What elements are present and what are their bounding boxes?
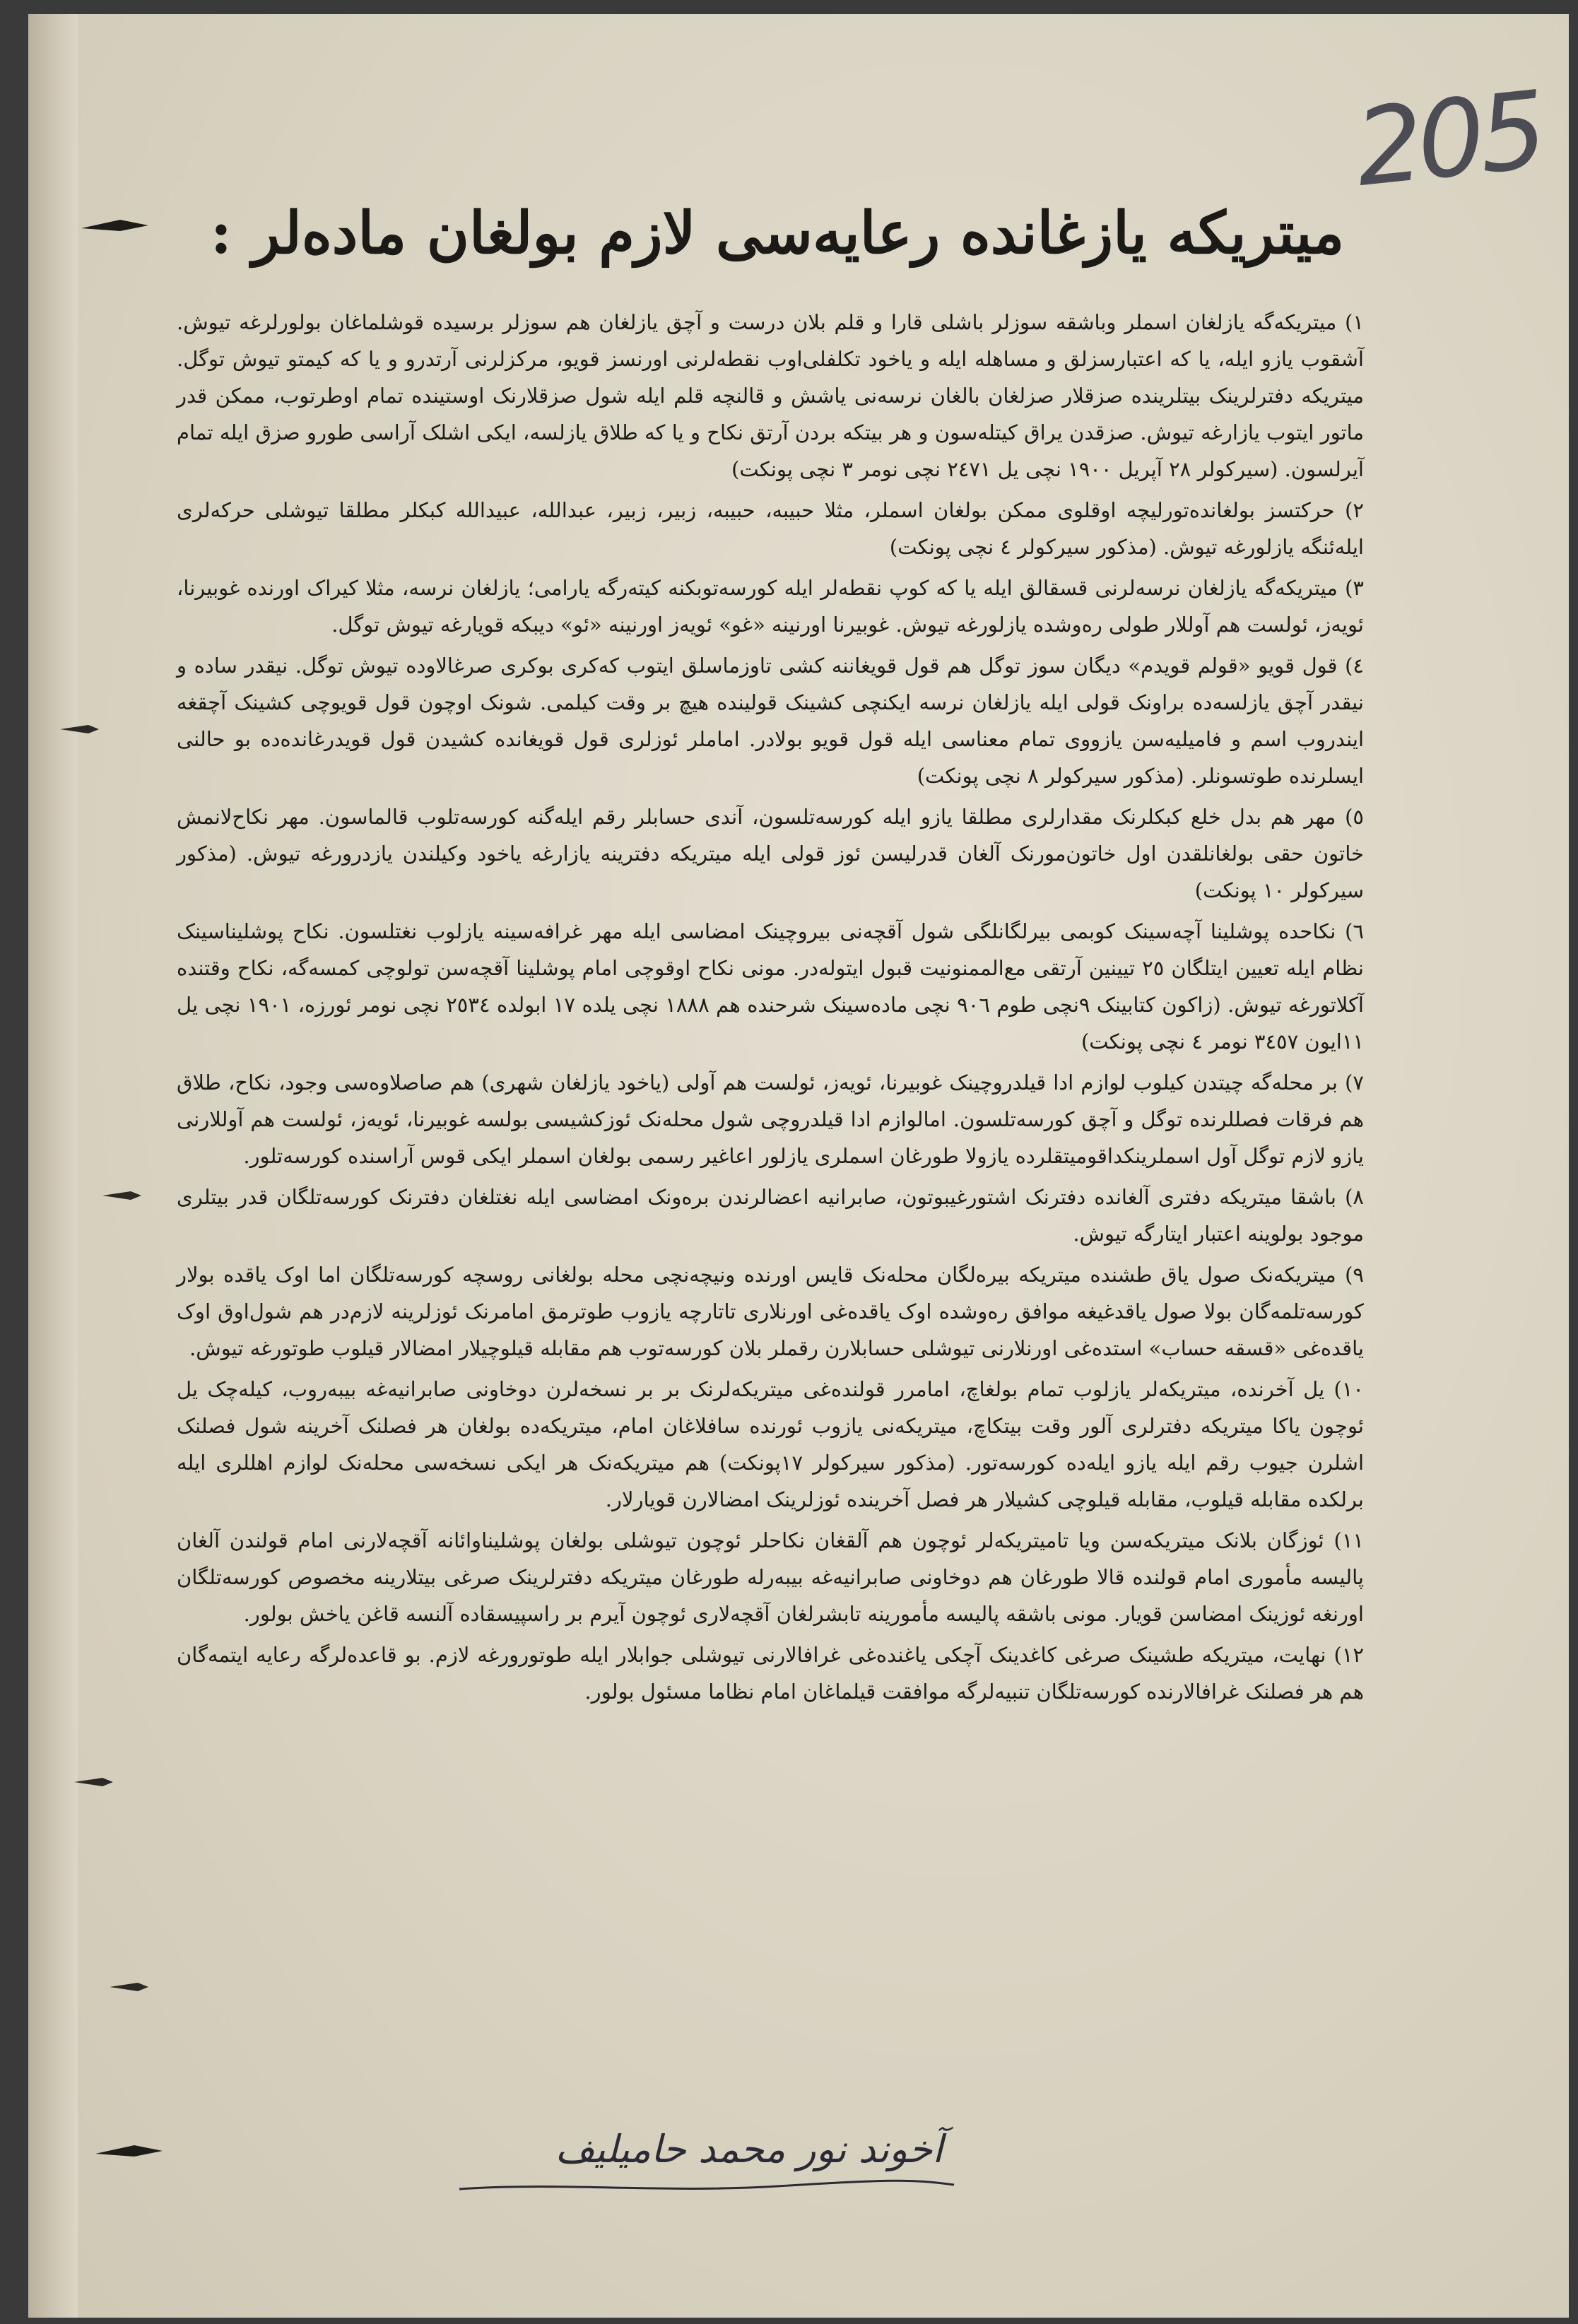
signature-underline [452, 2169, 961, 2198]
margin-tick-marker [106, 1978, 155, 1995]
margin-tick-marker [71, 1774, 120, 1791]
page-binding-shadow [28, 14, 78, 2318]
folio-number: 205 [1350, 69, 1548, 211]
paragraph-7: ٧) بر محله‌گه چیتدن کیلوب لوازم ادا قیلدروچینک غوبیرنا، ئویه‌ز، ئولست هم آولی (یاخود یازلغان شهری) هم صاصلاوه‌سی وجود، نکاح، طلاق هم فرقات فصللرنده توگل و آچق کورسه‌تلسون. امالوازم ادا قیلدروچی شول محله‌نک ئوزکشیسی بولسه غوبیرنا، ئویه‌ز، ئولست هم آوللارنی یازو لازم توگل آول اسملرینکداقوميتقلرده یازولا طورغان اسملری یازلور اعاغیر رسمی بولغان اسملر ایکی قوس آراسنده کورسه‌تلور. [177, 1070, 1364, 1168]
margin-arrow-marker [92, 2141, 170, 2166]
margin-tick-marker [57, 721, 106, 738]
paragraph-6: ٦) نکاحده پوشلینا آچه‌سینک کوبمی بیرلگانلگی شول آقچه‌نی بیروچینک امضاسی ایله مهر غرافه‌سینه یازلوب نغتلسون. نکاح پوشلیناسینک نظام ایله تعیین ایتلگان ٢٥ تیینین آرتقی مع‌الممنونیت قبول ایتوله‌در. مونی نکاح اوقوچی امام پوشلینا آقچه‌سن تولوچی کمسه‌گه، نکاح وقتنده آکلاتورغه تیوش. (زاکون کتابینک ٩نچی طوم ٩٠٦ نچی ماده‌سینک شرحنده هم ١٨٨٨ نچی یلده ١٧ ابولده ٢٥٣٤ نچی نومر ئورزه، ١٩٠١ نچی یل ١١ایون ٣٤٥٧ نومر ٤ نچی پونکت) [177, 919, 1364, 1054]
paragraph-8: ٨) باشقا میتریکه دفتری آلغانده دفترنک اشتورغیبوتون، صابرانیه اعضالرندن بره‌ونک امضاسی ایله نغتلغان دفترنک کورسه‌تلگان قدر بیتلری موجود بولوینه اعتبار ایتارگه تیوش. [177, 1185, 1364, 1246]
document-body [177, 304, 1364, 1714]
signature: آخوند نور محمد حامیلیف [555, 2127, 943, 2171]
paragraph-5: ٥) مهر هم بدل خلع کبکلرنک مقدارلری مطلقا یازو ایله کورسه‌تلسون، آندی حسابلر رقم ایله‌گنه کورسه‌تلوب قالماسون. مهر نکاح‌لانمش خاتون حقی بولغانلقدن اول خاتون‌مورنک آلغان قدرلیسن ئوز قولی ایله میتریکه دفترینه یازارغه یاخود وکیلندن یازدرورغه تیوش. (مذکور سیرکولر ١٠ پونکت) [177, 805, 1364, 902]
paragraph-3: ٣) میتریکه‌گه یازلغان نرسه‌لرنی قسقالق ایله یا که کوپ نقطه‌لر ایله کورسه‌توبکنه کیته‌رگه یارامی؛ یازلغان نرسه، مثلا کیراک اورنده غوبیرنا، ئویه‌ز، ئولست هم آوللار طولی ره‌وشده یازلورغه تیوش. غوبیرنا اورنینه «غو» ئویه‌ز اورنینه «ئو» دیبکه قویارغه تیوش توگل. [177, 576, 1364, 637]
paragraph-12: ١٢) نهایت، میتریکه طشینک صرغی کاغدینک آچکی یاغنده‌غی غرافالارنی تیوشلی جوابلار ایله طوتورورغه لازم. بو قاعده‌لرگه رعایه ایتمه‌گان هم هر فصلنک غرافالارنده کورسه‌تلگان تنبیه‌لرگه موافقت قیلماغان امام نظاما مسئول بولور. [177, 1643, 1364, 1704]
paragraph-11: ١١) ئوزگان بلانک میتریکه‌سن ویا تامیتریکه‌لر ئوچون هم آلقغان نکاحلر ئوچون تیوشلی بولغان پوشلیناوا‌ئانه آقچه‌لارنی امام قولندن آلغان پالیسه مأموری امام قولنده قالا طورغان هم دوخاونی صابرانیه‌غه بیبه‌رله طورغان میتریکه دفترلرینک صرغی بیتلارینه مخصوص کورسه‌تلگان اورنغه ئوزینک امضاسن قویار. مونی باشقه پالیسه مأمورینه تابشرلغان آقچه‌لاری ئوچون آیرم بر راسپیسقاده آلنسه قاغن یاخش بولور. [177, 1528, 1364, 1626]
paragraph-9: ٩) میتریکه‌نک صول یاق طشنده میتریکه بیره‌لگان محله‌نک قایس اورنده ونیچه‌نچی محله بولغانی روسچه کورسه‌تلگان اما اوک یاقده بولار کورسه‌تلمه‌گان بولا صول یاقدغیغه موافق ره‌وشده اوک یاقده‌غی اورنلاری تاتارچه یازوب طوترمق امامرنک ئوزلرینه لازم‌در هم شول‌اوق اوک یاقده‌غی «قسقه حساب» استده‌غی اورنلارنی تیوشلی حسابلارن رقملر بلان کورسه‌توب هم مقابله قیلوچیلار امضالار قیلوب طوتورغه تیوش. [177, 1263, 1364, 1360]
document-title: میتریکه یازغانده رعایه‌سی لازم بولغان ماده‌لر : [210, 199, 1345, 267]
document-page [28, 14, 1569, 2318]
margin-arrow-marker [78, 216, 155, 241]
margin-tick-marker [99, 1187, 148, 1204]
paragraph-4: ٤) قول قویو «قولم قویدم» دیگان سوز توگل هم قول قویغاننه کشی تاوزماسلق ایتوب که‌کری بوکری صرغالاوده تیوش توگل. نیقدر ساده و نیقدر آچق یازلسه‌ده براونک قولی ایله یازلغان نرسه ایکنچی کشینک قولینده هیچ بر وقت کیلمی. شونک اوچون قول قویوچی کشینک آچقغه ایندروب اسم و فامیلیه‌سن یازووی تمام معناسی ایله قول قویو بولادر. اماملر ئوزلری قول قویغانده کشیدن قول قویدرغانده‌ده بو حالنی ایسلرنده طوتسونلر. (مذکور سیرکولر ٨ نچی پونکت) [177, 654, 1364, 788]
paragraph-2: ٢) حرکتسز بولغانده‌تورلیچه اوقلوی ممکن بولغان اسملر، مثلا حبیبه، حبیبه، زبیر، زبیر، عبدالله، عبیدالله کبکلر مطلقا تیوشلی حرکه‌لری ایله‌ئنگه یازلورغه تیوش. (مذکور سیرکولر ٤ نچی پونکت) [177, 498, 1364, 559]
paragraph-1: ١) میتریکه‌گه یازلغان اسملر وباشقه سوزلر باشلی قارا و قلم بلان درست و آچق یازلغان هم سوزلر برسیده قوشلماغان بولورلرغه تیوش. آشقوب یازو ایله، یا که اعتبارسزلق و مساهله ایله و یاخود تکلفلی‌اوب نقطه‌لرنی اورنسز قویو، مرکزلرنی آرتدرو و یا که کیمتو تیوش توگل. میتریکه دفترلرینک بیتلرینده صزقلار صزلغان بالغان نرسه‌نی یاشش و قالنچه قلم ایله شول صزقلارنک اوستینده تمام اوطرتوب، ممکن قدر ماتور ایتوب یازارغه تیوش. صزقدن یراق کیتله‌سون و هر بیتکه بردن آرتق نکاح و یا که طلاق یازلسه، ایکی اشلک آراسی طورو صزق ایله تمام آیرلسون. (سیرکولر ٢٨ آپریل ١٩٠٠ نچی یل ٢٤٧١ نچی نومر ٣ نچی پونکت) [177, 310, 1364, 481]
paragraph-10: ١٠) یل آخرنده، میتریکه‌لر یازلوب تمام بولغاچ، امامرر قولنده‌غی میتریکه‌لرنک بر بر نسخه‌لرن دوخاونی صابرانیه‌غه بیبه‌روب، کیله‌چک یل ئوچون یاکا میتریکه دفترلری آلور وقت بیتکاچ، میتریکه‌نی یازوب ئورنده سافلاغان امام، میتریکه‌ده بولغان هر فصلنک آخرینه شول فصلنک اشلرن جیوب رقم ایله یازو ایله‌ده کورسه‌تور. (مذکور سیرکولر ١٧پونکت) هم میتریکه‌نک هر ایکی نسخه‌سی محله‌نک لوازم اهللری ایله برلکده مقابله قیلوب، مقابله قیلوچی کشیلار هر فصل آخرینده ئوزلرینک امضالارن قویارلار. [177, 1377, 1365, 1511]
